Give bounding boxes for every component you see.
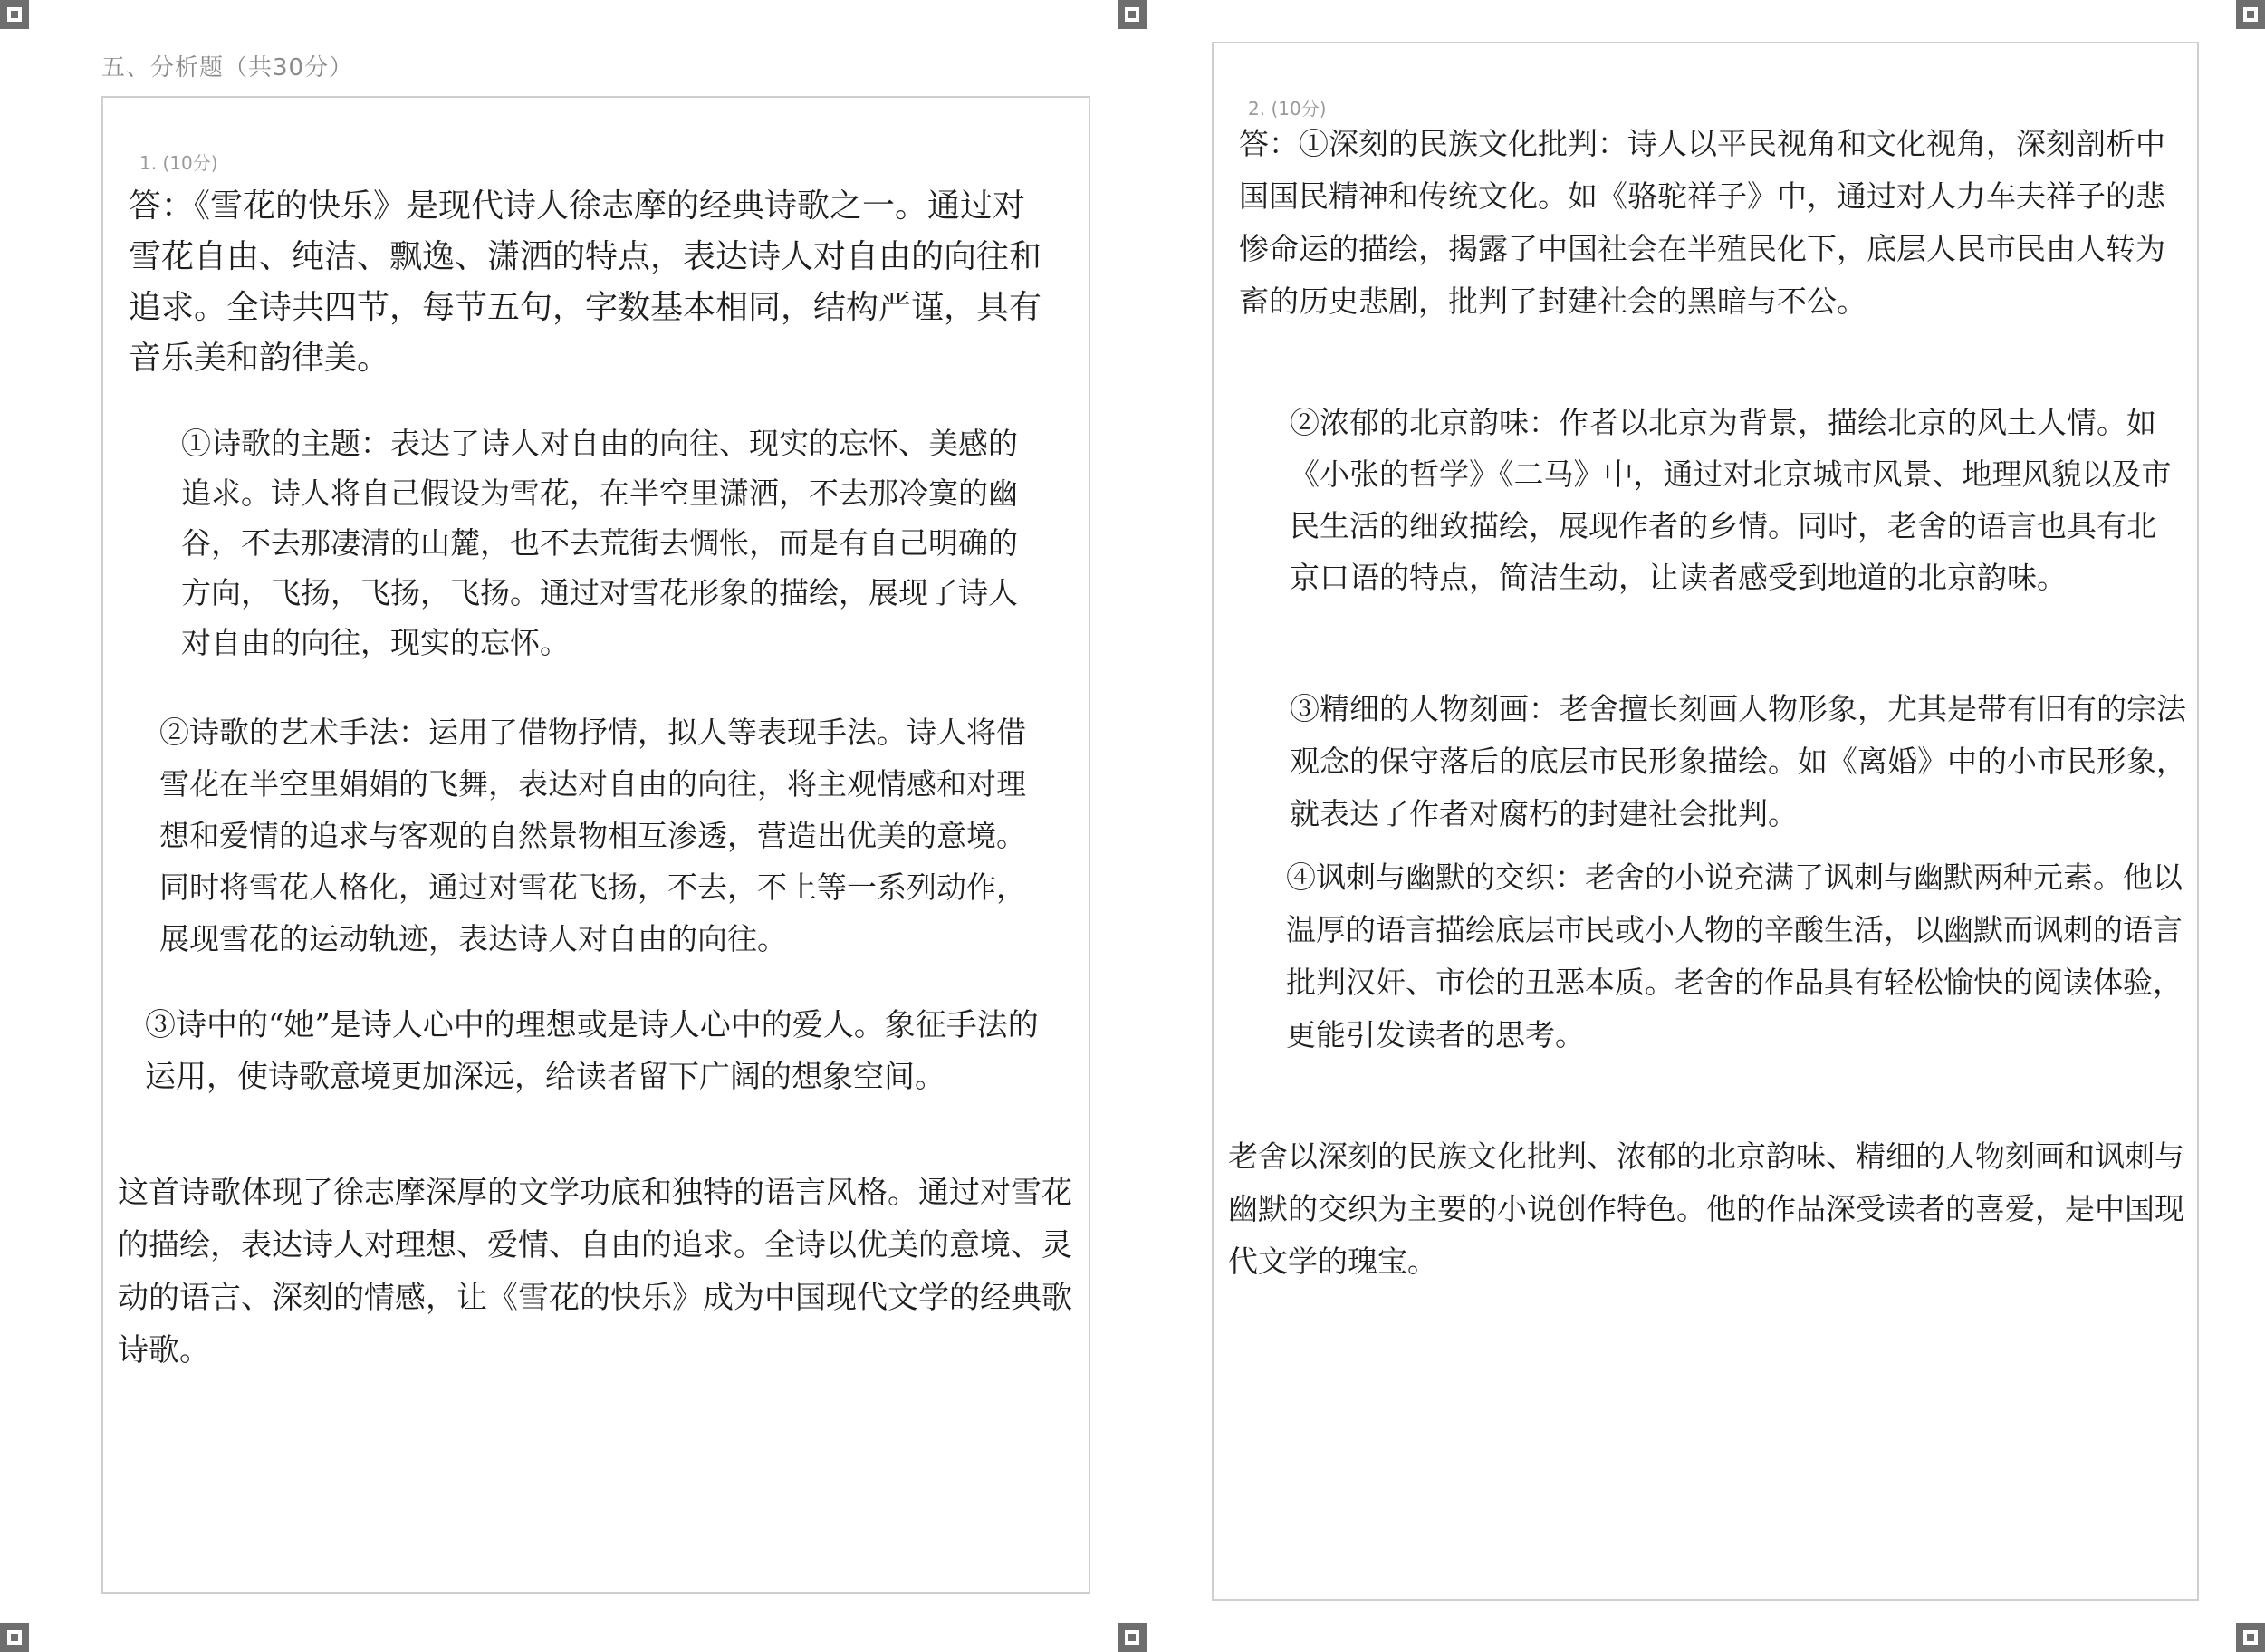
section-title: 五、分析题（共30分） <box>101 54 354 82</box>
question-1-point-1: ①诗歌的主题：表达了诗人对自由的向往、现实的忘怀、美感的追求。诗人将自己假设为雪花，在半空里潇洒，不去那冷寞的幽谷，不去那凄清的山麓，也不去荒街去惆怅，而是有自己明确的方向，飞扬，飞扬，飞扬。通过对雪花形象的描绘，展现了诗人对自由的向往，现实的忘怀。 <box>181 426 1018 660</box>
corner-marker-bottom-right <box>2236 1623 2265 1652</box>
question-2-label: 2. (10分) <box>1248 98 1327 120</box>
question-1-conclusion: 这首诗歌体现了徐志摩深厚的文学功底和独特的语言风格。通过对雪花的描绘，表达诗人对理想、爱情、自由的追求。全诗以优美的意境、灵动的语言、深刻的情感，让《雪花的快乐》成为中国现代文学的经典歌诗歌。 <box>118 1175 1072 1369</box>
question-2-point-4: ④讽刺与幽默的交织：老舍的小说充满了讽刺与幽默两种元素。他以温厚的语言描绘底层市民或小人物的辛酸生活，以幽默而讽刺的语言批判汉奸、市侩的丑恶本质。老舍的作品具有轻松愉快的阅读体验，更能引发读者的思考。 <box>1286 860 2183 1052</box>
question-2-point-2: ②浓郁的北京韵味：作者以北京为背景，描绘北京的风土人情。如《小张的哲学》《二马》中，通过对北京城市风景、地理风貌以及市民生活的细致描绘，展现作者的乡情。同时，老舍的语言也具有北京口语的特点，简洁生动，让读者感受到地道的北京韵味。 <box>1290 405 2172 595</box>
question-1-label: 1. (10分) <box>139 152 218 174</box>
question-1-intro: 答：《雪花的快乐》是现代诗人徐志摩的经典诗歌之一。通过对雪花自由、纯洁、飘逸、潇洒的特点，表达诗人对自由的向往和追求。全诗共四节，每节五句，字数基本相同，结构严谨，具有音乐美和韵律美。 <box>129 187 1042 377</box>
answer-sheet-question-2 <box>1212 42 2199 1601</box>
question-2-point-3: ③精细的人物刻画：老舍擅长刻画人物形象，尤其是带有旧有的宗法观念的保守落后的底层市民形象描绘。如《离婚》中的小市民形象，就表达了作者对腐朽的封建社会批判。 <box>1290 691 2186 831</box>
question-1-point-2: ②诗歌的艺术手法：运用了借物抒情，拟人等表现手法。诗人将借雪花在半空里娟娟的飞舞，表达对自由的向往，将主观情感和对理想和爱情的追求与客观的自然景物相互渗透，营造出优美的意境。同时将雪花人格化，通过对雪花飞扬，不去，不上等一系列动作，展现雪花的运动轨迹，表达诗人对自由的向往。 <box>159 715 1026 956</box>
corner-marker-bottom-left <box>0 1623 29 1652</box>
question-2-point-1: 答：①深刻的民族文化批判：诗人以平民视角和文化视角，深刻剖析中国国民精神和传统文化。如《骆驼祥子》中，通过对人力车夫祥子的悲惨命运的描绘，揭露了中国社会在半殖民化下，底层人民市民由人转为畜的历史悲剧，批判了封建社会的黑暗与不公。 <box>1239 126 2165 319</box>
corner-marker-top-left <box>0 0 29 29</box>
answer-sheet-question-1 <box>101 96 1090 1594</box>
question-1-point-3: ③诗中的“她”是诗人心中的理想或是诗人心中的爱人。象征手法的运用，使诗歌意境更加深远，给读者留下广阔的想象空间。 <box>145 1007 1039 1095</box>
corner-marker-bottom-center <box>1118 1623 1147 1652</box>
corner-marker-top-right <box>2236 0 2265 29</box>
question-2-conclusion: 老舍以深刻的民族文化批判、浓郁的北京韵味、精细的人物刻画和讽刺与幽默的交织为主要的小说创作特色。他的作品深受读者的喜爱，是中国现代文学的瑰宝。 <box>1228 1138 2184 1279</box>
corner-marker-top-center <box>1118 0 1147 29</box>
